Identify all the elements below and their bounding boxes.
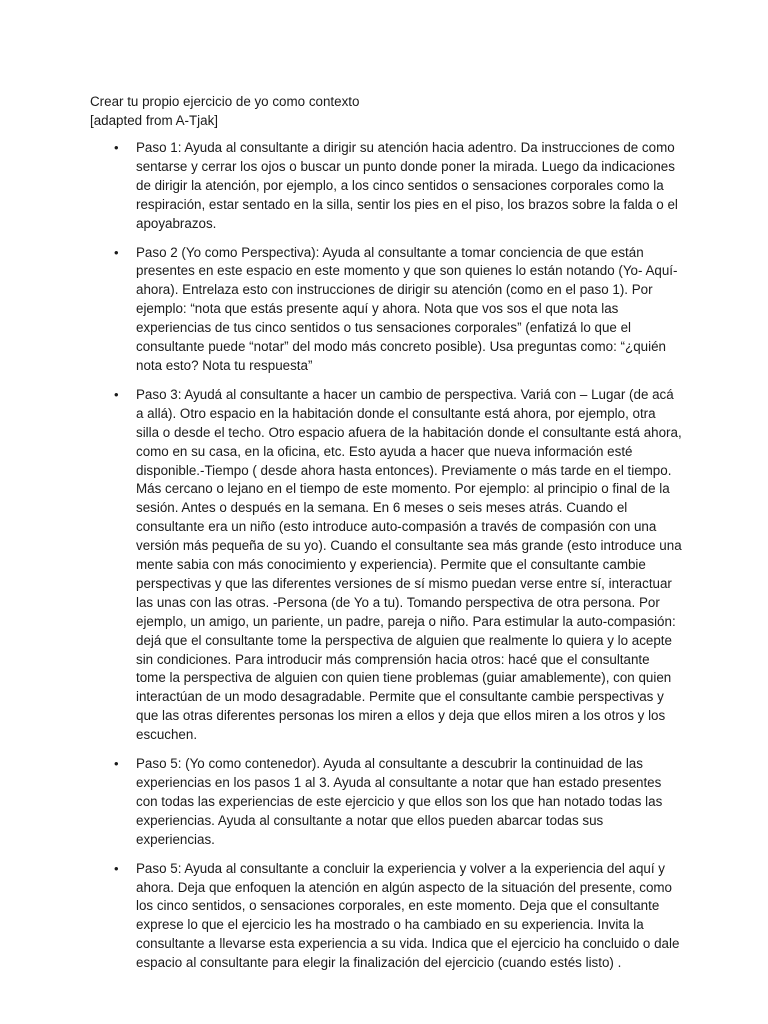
bullet-icon: • [114, 756, 119, 772]
document-header [90, 93, 690, 131]
bullet-icon: • [114, 860, 119, 876]
step-text: Paso 2 (Yo como Perspectiva): Ayuda al consultante a tomar conciencia de que están presentes en este espacio en este momento y que son quienes lo están notando (Yo- Aquí-ahora). Entrelaza esto con instrucciones de dirigir su atención (como en el paso 1). Por ejemplo: “nota que estás presente aquí y ahora. Nota que vos sos el que nota las experiencias de tus cinco sentidos o tus sensaciones corporales” (enfatizá lo que el consultante puede “notar” del modo más concreto posible). Usa preguntas como: “¿quién nota esto? Nota tu respuesta” [136, 244, 678, 373]
step-text: Paso 1: Ayuda al consultante a dirigir su atención hacia adentro. Da instrucciones de como sentarse y cerrar los ojos o buscar un punto donde poner la mirada. Luego da indicaciones de dirigir la atención, por ejemplo, a los cinco sentidos o sensaciones corporales como la respiración, estar sentado en la silla, sentir los pies en el piso, los brazos sobre la falda o el apoyabrazos. [136, 140, 678, 231]
document-attribution: [adapted from A-Tjak] [90, 112, 219, 128]
step-item-4 [114, 755, 682, 850]
step-item-3 [114, 386, 682, 745]
bullet-icon: • [114, 386, 119, 402]
step-item-1 [114, 139, 682, 234]
bullet-icon: • [114, 140, 119, 155]
document-title: Crear tu propio ejercicio de yo como contexto [90, 94, 360, 109]
step-item-5 [114, 860, 682, 973]
steps-list [114, 139, 682, 983]
step-text: Paso 5: (Yo como contenedor). Ayuda al consultante a descubrir la continuidad de las experiencias en los pasos 1 al 3. Ayuda al consultante a notar que han estado presentes con todas las experiencias de este ejercicio y que ellos son los que han notado todas las experiencias. Ayuda al consultante a notar que ellos pueden abarcar todas sus experiencias. [136, 756, 663, 847]
bullet-icon: • [114, 244, 119, 260]
step-text: Paso 5: Ayuda al consultante a concluir la experiencia y volver a la experiencia del aquí y ahora. Deja que enfoquen la atención en algún aspecto de la situación del presente, como los cinco sentidos, o sensaciones corporales, en este momento. Deja que el consultante exprese lo que el ejercicio les ha mostrado o ha cambiado en su experiencia. Invita la consultante a llevarse esta experiencia a su vida. Indica que el ejercicio ha concluido o dale espacio al consultante para elegir la finalización del ejercicio (cuando estés listo) . [136, 860, 680, 971]
step-text: Paso 3: Ayudá al consultante a hacer un cambio de perspectiva. Variá con – Lugar (de acá a allá). Otro espacio en la habitación donde el consultante está ahora, por ejemplo, otra silla o desde el techo. Otro espacio afuera de la habitación donde el consultante está ahora, como en su casa, en la oficina, etc. Esto ayuda a hacer que nueva información esté disponible.-Tiempo ( desde ahora hasta entonces). Previamente o más tarde en el tiempo. Más cercano o lejano en el tiempo de este momento. Por ejemplo: al principio o final de la sesión. Antes o después en la semana. En 6 meses o seis meses atrás. Cuando el consultante era un niño (esto introduce auto-compasión a través de compasión con una versión más pequeña de su yo). Cuando el consultante sea más grande (esto introduce una mente sabia con más conocimiento y experiencia). Permite que el consultante cambie perspectivas y que las diferentes versiones de sí mismo puedan verse entre sí, interactuar las unas con las otras. -Persona (de Yo a tu). Tomando perspectiva de otra persona. Por ejemplo, un amigo, un pariente, un padre, pareja o niño. Para estimular la auto-compasión: dejá que el consultante tome la perspectiva de alguien que realmente lo quiera y lo acepte sin condiciones. Para introducir más comprensión hacia otros: hacé que el consultante tome la perspectiva de alguien con quien tiene problemas (guiar amablemente), con quien interactúan de un modo desagradable. Permite que el consultante cambie perspectivas y que las otras diferentes personas los miren a ellos y deja que ellos miren a los otros y los escuchen. [136, 386, 682, 743]
step-item-2 [114, 244, 682, 376]
